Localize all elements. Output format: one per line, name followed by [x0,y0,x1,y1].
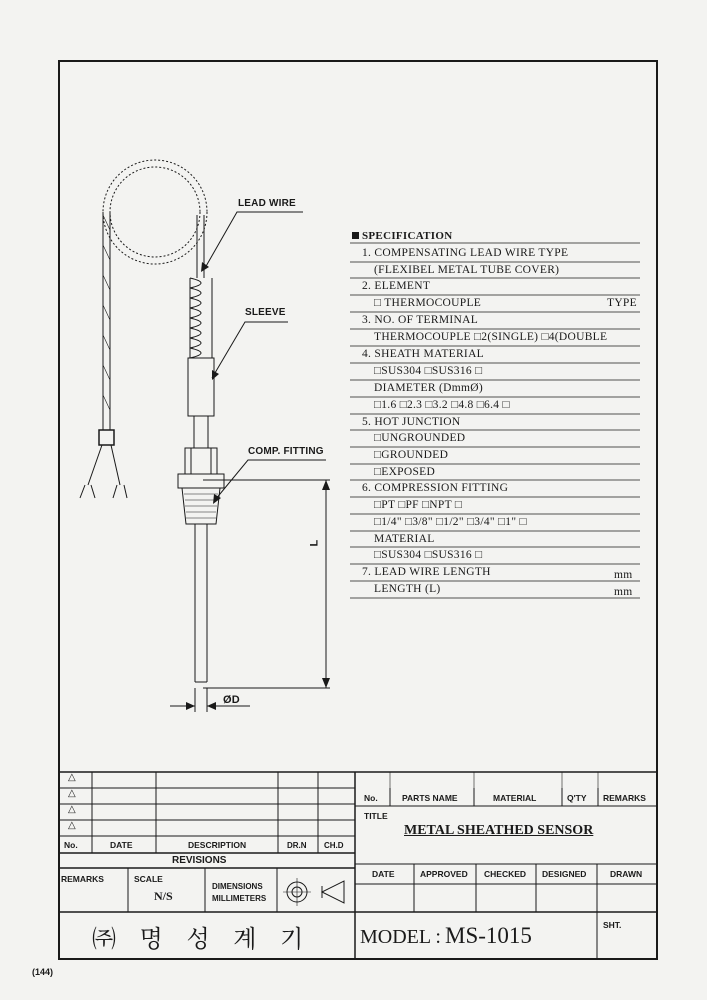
title-label: TITLE [364,811,388,821]
parts-remarks-header: REMARKS [603,793,646,803]
page-number: (144) [32,967,54,977]
comp-fitting-label: COMP. FITTING [248,446,324,457]
sheet-label: SHT. [603,920,622,930]
revision-mark: △ [68,788,76,799]
parts-no-header: No. [364,793,378,803]
spec-line: 3. NO. OF TERMINAL [362,314,479,326]
diameter-label: ØD [223,694,240,706]
rev-chd-header: CH.D [324,841,344,850]
spec-bullet [352,232,359,239]
spec-line: □SUS304 □SUS316 □ [374,549,483,561]
sleeve-leader [212,322,288,378]
lead-wire-leader [205,212,303,268]
spade-terminal-left [80,485,95,498]
spade-terminal-right [113,485,127,498]
spec-line: 4. SHEATH MATERIAL [362,348,484,360]
scale-label: SCALE [134,874,163,884]
spec-line: 7. LEAD WIRE LENGTH [362,566,491,578]
spec-line: 2. ELEMENT [362,280,431,292]
scale-value: N/S [154,889,173,903]
designed-label: DESIGNED [542,869,587,879]
spec-line: 1. COMPENSATING LEAD WIRE TYPE [362,247,569,259]
spec-line: (FLEXIBEL METAL TUBE COVER) [374,264,560,276]
rev-description-header: DESCRIPTION [188,840,247,850]
spec-line: MATERIAL [374,533,435,545]
spec-line: 6. COMPRESSION FITTING [362,482,509,494]
parts-name-header: PARTS NAME [402,793,458,803]
spec-line: □SUS304 □SUS316 □ [374,365,483,377]
fitting-nut [185,448,217,474]
revisions-title: REVISIONS [172,855,227,866]
remarks-label: REMARKS [61,874,104,884]
date-label: DATE [372,869,395,879]
projection-symbol [283,878,344,906]
spec-line: THERMOCOUPLE □2(SINGLE) □4(DOUBLE [374,331,608,343]
millimeters-label: MILLIMETERS [212,894,267,903]
drawing-title: METAL SHEATHED SENSOR [404,823,594,838]
spec-line: □1/4" □3/8" □1/2" □3/4" □1" □ [374,516,527,528]
length-dimension [203,480,330,688]
length-label: L [308,539,321,547]
spec-line: □UNGROUNDED [374,432,466,444]
model-number: MS-1015 [445,923,532,948]
fitting-hex [178,474,224,488]
model-label: MODEL : [360,926,441,948]
sheath-tube [195,524,207,682]
spec-line: DIAMETER (DmmØ) [374,382,483,394]
spring-sleeve [190,278,212,358]
spec-heading: SPECIFICATION [362,230,453,242]
spec-mm-suffix: mm [614,569,633,581]
spec-line: 5. HOT JUNCTION [362,416,461,428]
revision-mark: △ [68,804,76,815]
spec-line: □EXPOSED [374,466,436,478]
checked-label: CHECKED [484,869,527,879]
fitting-arrowhead [213,494,221,504]
dimensions-label: DIMENSIONS [212,882,263,891]
spec-line: □GROUNDED [374,449,449,461]
drawn-label: DRAWN [610,869,643,879]
approved-label: APPROVED [420,869,468,879]
rev-drn-header: DR.N [287,841,307,850]
revision-mark: △ [68,772,76,783]
parts-material-header: MATERIAL [493,793,537,803]
rev-no-header: No. [64,840,78,850]
lead-wire-loop [103,160,207,264]
spec-mm-suffix: mm [614,586,633,598]
diameter-arrowheads [186,702,216,710]
lead-wire-label: LEAD WIRE [238,198,296,209]
spec-line: □1.6 □2.3 □3.2 □4.8 □6.4 □ [374,399,510,411]
terminal-crimp [99,430,114,445]
sleeve-label: SLEEVE [245,307,286,318]
revision-mark: △ [68,820,76,831]
parts-qty-header: Q'TY [567,793,587,803]
rev-date-header: DATE [110,840,133,850]
spec-type-suffix: TYPE [607,297,637,309]
sleeve-body [188,358,214,416]
spec-line: LENGTH (L) [374,583,441,595]
spec-line: □ THERMOCOUPLE [374,297,482,309]
company-name: ㈜ 명 성 계 기 [92,925,312,953]
spec-line: □PT □PF □NPT □ [374,499,463,511]
